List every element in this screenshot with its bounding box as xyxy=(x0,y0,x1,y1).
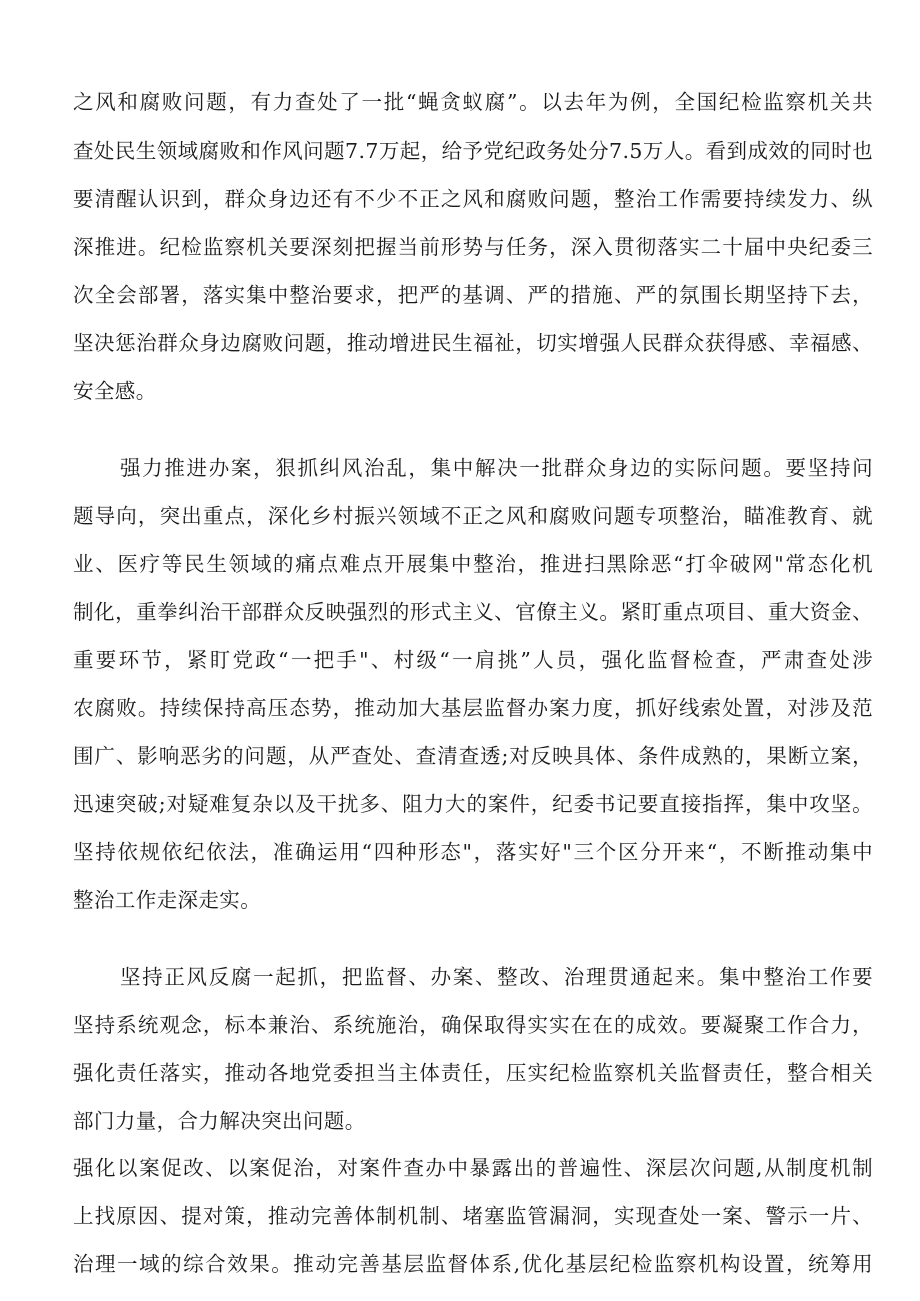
text-line: 业、医疗等民生领域的痛点难点开展集中整治，推进扫黑除恶“打伞破网"常态化机 xyxy=(73,552,873,576)
text-line: 治理一域的综合效果。推动完善基层监督体系,优化基层纪检监察机构设置，统筹用 xyxy=(73,1252,873,1276)
text-line: 深推进。纪检监察机关要深刻把握当前形势与任务，深入贯彻落实二十届中央纪委三 xyxy=(73,235,873,259)
text-line: 次全会部署，落实集中整治要求，把严的基调、严的措施、严的氛围长期坚持下去， xyxy=(73,283,873,307)
text-line: 强化以案促改、以案促治，对案件查办中暴露出的普遍性、深层次问题,从制度机制 xyxy=(73,1156,873,1180)
text-line: 制化，重拳纠治干部群众反映强烈的形式主义、官僚主义。紧盯重点项目、重大资金、 xyxy=(73,600,873,624)
text-line: 迅速突破;对疑难复杂以及干扰多、阻力大的案件，纪委书记要直接指挥，集中攻坚。 xyxy=(73,792,873,816)
text-line: 之风和腐败问题，有力查处了一批“蝇贪蚁腐”。以去年为例，全国纪检监察机关共 xyxy=(73,90,873,114)
text-line: 部门力量，合力解决突出问题。 xyxy=(73,1109,366,1133)
text-line: 农腐败。持续保持高压态势，推动加大基层监督办案力度，抓好线索处置，对涉及范 xyxy=(73,696,873,720)
text-line: 要清醒认识到，群众身边还有不少不正之风和腐败问题，整治工作需要持续发力、纵 xyxy=(73,187,873,211)
text-line: 强力推进办案，狠抓纠风治乱，集中解决一批群众身边的实际问题。要坚持问 xyxy=(120,456,873,480)
text-line: 查处民生领域腐败和作风问题7.7万起，给予党纪政务处分7.5万人。看到成效的同时也 xyxy=(73,139,873,163)
text-line: 整治工作走深走实。 xyxy=(73,888,262,912)
text-line: 坚决惩治群众身边腐败问题，推动增进民生福祉，切实增强人民群众获得感、幸福感、 xyxy=(73,331,873,355)
text-line: 安全感。 xyxy=(73,379,157,403)
text-line: 强化责任落实，推动各地党委担当主体责任，压实纪检监察机关监督责任，整合相关 xyxy=(73,1061,873,1085)
text-line: 坚持系统观念，标本兼治、系统施治，确保取得实实在在的成效。要凝聚工作合力， xyxy=(73,1013,873,1037)
text-line: 坚持依规依纪依法，准确运用“四种形态"，落实好"三个区分开来“，不断推动集中 xyxy=(73,840,873,864)
text-line: 坚持正风反腐一起抓，把监督、办案、整改、治理贯通起来。集中整治工作要 xyxy=(120,965,873,989)
text-line: 上找原因、提对策，推动完善体制机制、堵塞监管漏洞，实现查处一案、警示一片、 xyxy=(73,1204,873,1228)
text-line: 重要环节，紧盯党政“一把手"、村级“一肩挑”人员，强化监督检查，严肃查处涉 xyxy=(73,648,873,672)
text-line: 围广、影响恶劣的问题，从严查处、查清查透;对反映具体、条件成熟的，果断立案， xyxy=(73,744,873,768)
text-line: 题导向，突出重点，深化乡村振兴领域不正之风和腐败问题专项整治，瞄准教育、就 xyxy=(73,504,873,528)
